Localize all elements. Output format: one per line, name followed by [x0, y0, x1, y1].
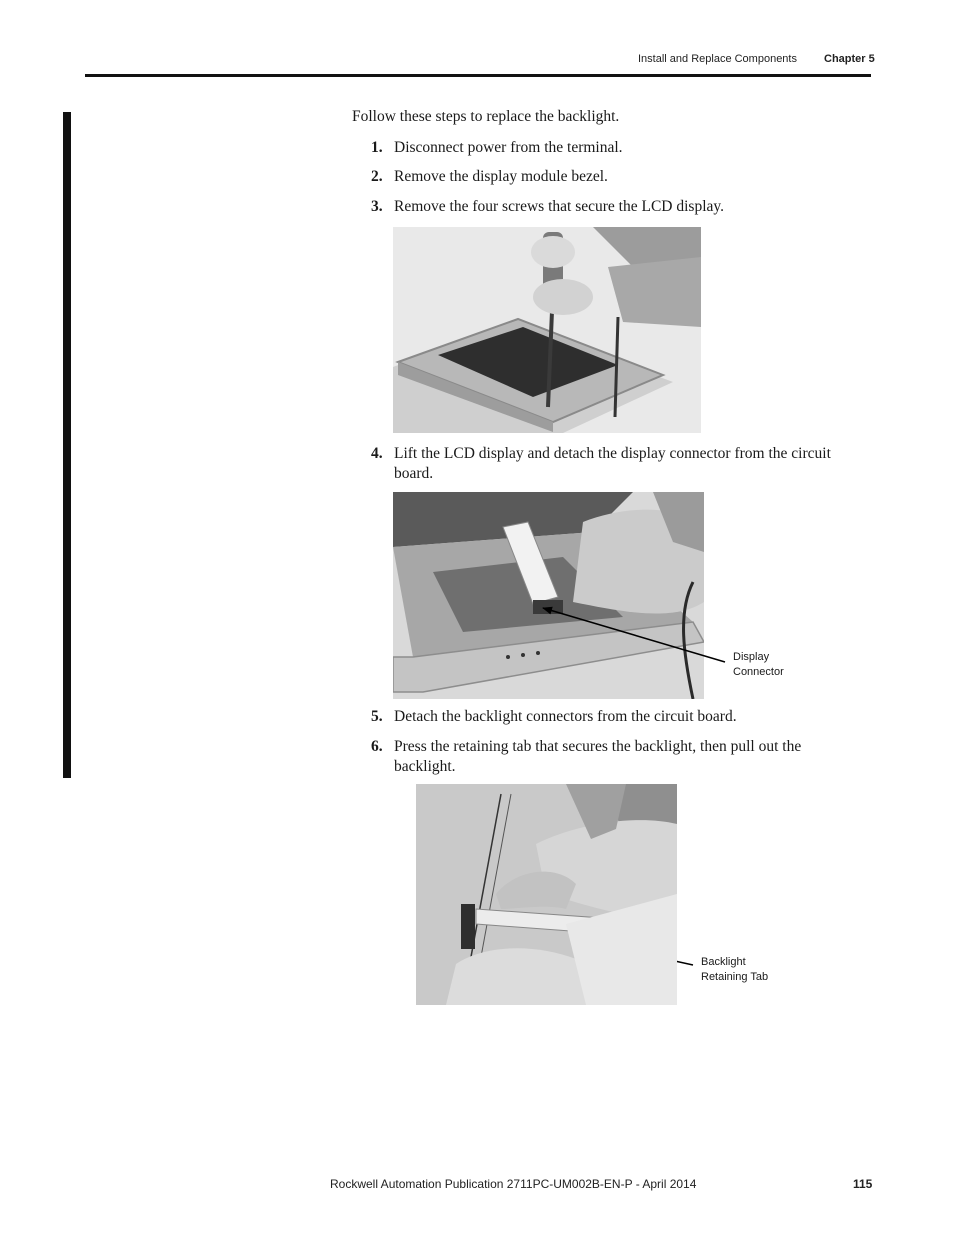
step-6: [371, 737, 861, 777]
running-header-chapter: Chapter 5: [824, 53, 875, 65]
step-5: [371, 707, 861, 727]
step-number: 6.: [371, 738, 383, 755]
callout-line: Display: [733, 651, 770, 663]
callout-backlight-tab: [701, 955, 768, 985]
callout-display-connector: [733, 650, 784, 680]
running-header-section: Install and Replace Components: [638, 53, 797, 65]
step-text: Lift the LCD display and detach the display connector from the circuit board.: [394, 445, 831, 482]
step-text: Remove the four screws that secure the LCD display.: [394, 198, 724, 215]
callout-line: Retaining Tab: [701, 971, 769, 983]
footer-publication: Rockwell Automation Publication 2711PC-UM002B-EN-P - April 2014: [330, 1177, 697, 1191]
step-text: Press the retaining tab that secures the backlight, then pull out the backlight.: [394, 738, 802, 775]
step-text: Detach the backlight connectors from the circuit board.: [394, 708, 737, 725]
intro-paragraph: Follow these steps to replace the backlight.: [352, 108, 620, 125]
photo-backlight-tab-illustration: [416, 784, 677, 1005]
callout-line: Backlight: [701, 956, 746, 968]
display-connector-leader: [543, 608, 725, 662]
step-number: 1.: [371, 139, 383, 156]
page-number: 115: [853, 1177, 873, 1191]
callout-line: Connector: [733, 666, 784, 678]
step-number: 4.: [371, 445, 383, 462]
step-number: 2.: [371, 168, 383, 185]
step-number: 5.: [371, 708, 383, 725]
step-text: Disconnect power from the terminal.: [394, 139, 623, 156]
step-number: 3.: [371, 198, 383, 215]
step-text: Remove the display module bezel.: [394, 168, 608, 185]
photo-backlight-retaining-tab: [416, 784, 677, 1005]
